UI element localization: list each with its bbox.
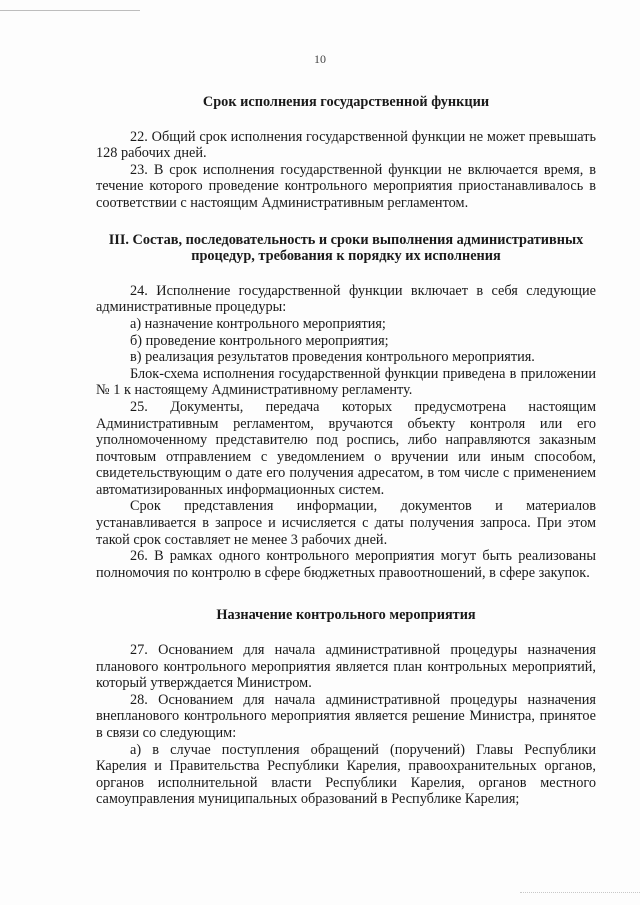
paragraph-23: 23. В срок исполнения государственной функции не включается время, в течение которого проведение контрольного мероприятия приостанавливалось в соответствии с настоящим Административным регламентом. [96,161,596,211]
section-title-appointment: Назначение контрольного мероприятия [216,607,476,624]
document-body [96,94,596,808]
section-title-composition: III. Состав, последовательность и сроки выполнения административных процедур, требования к порядку их исполнения [108,231,584,265]
paragraph-25: 25. Документы, передача которых предусмотрена настоящим Административным регламентом, вручаются объекту контроля или его уполномоченному представителю под роспись, либо направляются заказным почтовым отправлением с уведомлением о вручении или иным способом, свидетельствующим о дате его получения адресатом, в том числе с применением автоматизированных информационных систем. [96,398,596,498]
top-edge-line [0,10,140,11]
page-number: 10 [314,52,326,66]
paragraph-22: 22. Общий срок исполнения государственной функции не может превышать 128 рабочих дней. [96,128,596,162]
section-title-term: Срок исполнения государственной функции [202,94,490,110]
paragraph-27: 27. Основанием для начала административной процедуры назначения планового контрольного мероприятия является план контрольных мероприятий, который утверждается Министром. [96,642,596,692]
list-item-c: в) реализация результатов проведения контрольного мероприятия. [130,349,535,366]
list-item-a: а) назначение контрольного мероприятия; [130,315,386,332]
bottom-edge-line [520,892,640,893]
paragraph-28: 28. Основанием для начала административной процедуры назначения внепланового контрольного мероприятия является решение Министра, принятое в связи со следующим: [96,691,596,741]
paragraph-flowchart: Блок-схема исполнения государственной функции приведена в приложении № 1 к настоящему Административному регламенту. [96,365,596,399]
paragraph-24: 24. Исполнение государственной функции включает в себя следующие административные процедуры: [96,282,596,316]
list-item-b: б) проведение контрольного мероприятия; [130,332,389,349]
paragraph-26: 26. В рамках одного контрольного мероприятия могут быть реализованы полномочия по контролю в сфере бюджетных правоотношений, в сфере закупок. [96,548,596,581]
paragraph-25-term: Срок представления информации, документов и материалов устанавливается в запросе и исчисляется с даты получения запроса. При этом такой срок составляет не менее 3 рабочих дней. [96,498,596,548]
paragraph-28-a: а) в случае поступления обращений (поручений) Главы Республики Карелия и Правительства Республики Карелия, правоохранительных органов, органов исполнительной власти Республики Карелия, органов местного самоуправления муниципальных образований в Республике Карелия; [96,741,596,808]
